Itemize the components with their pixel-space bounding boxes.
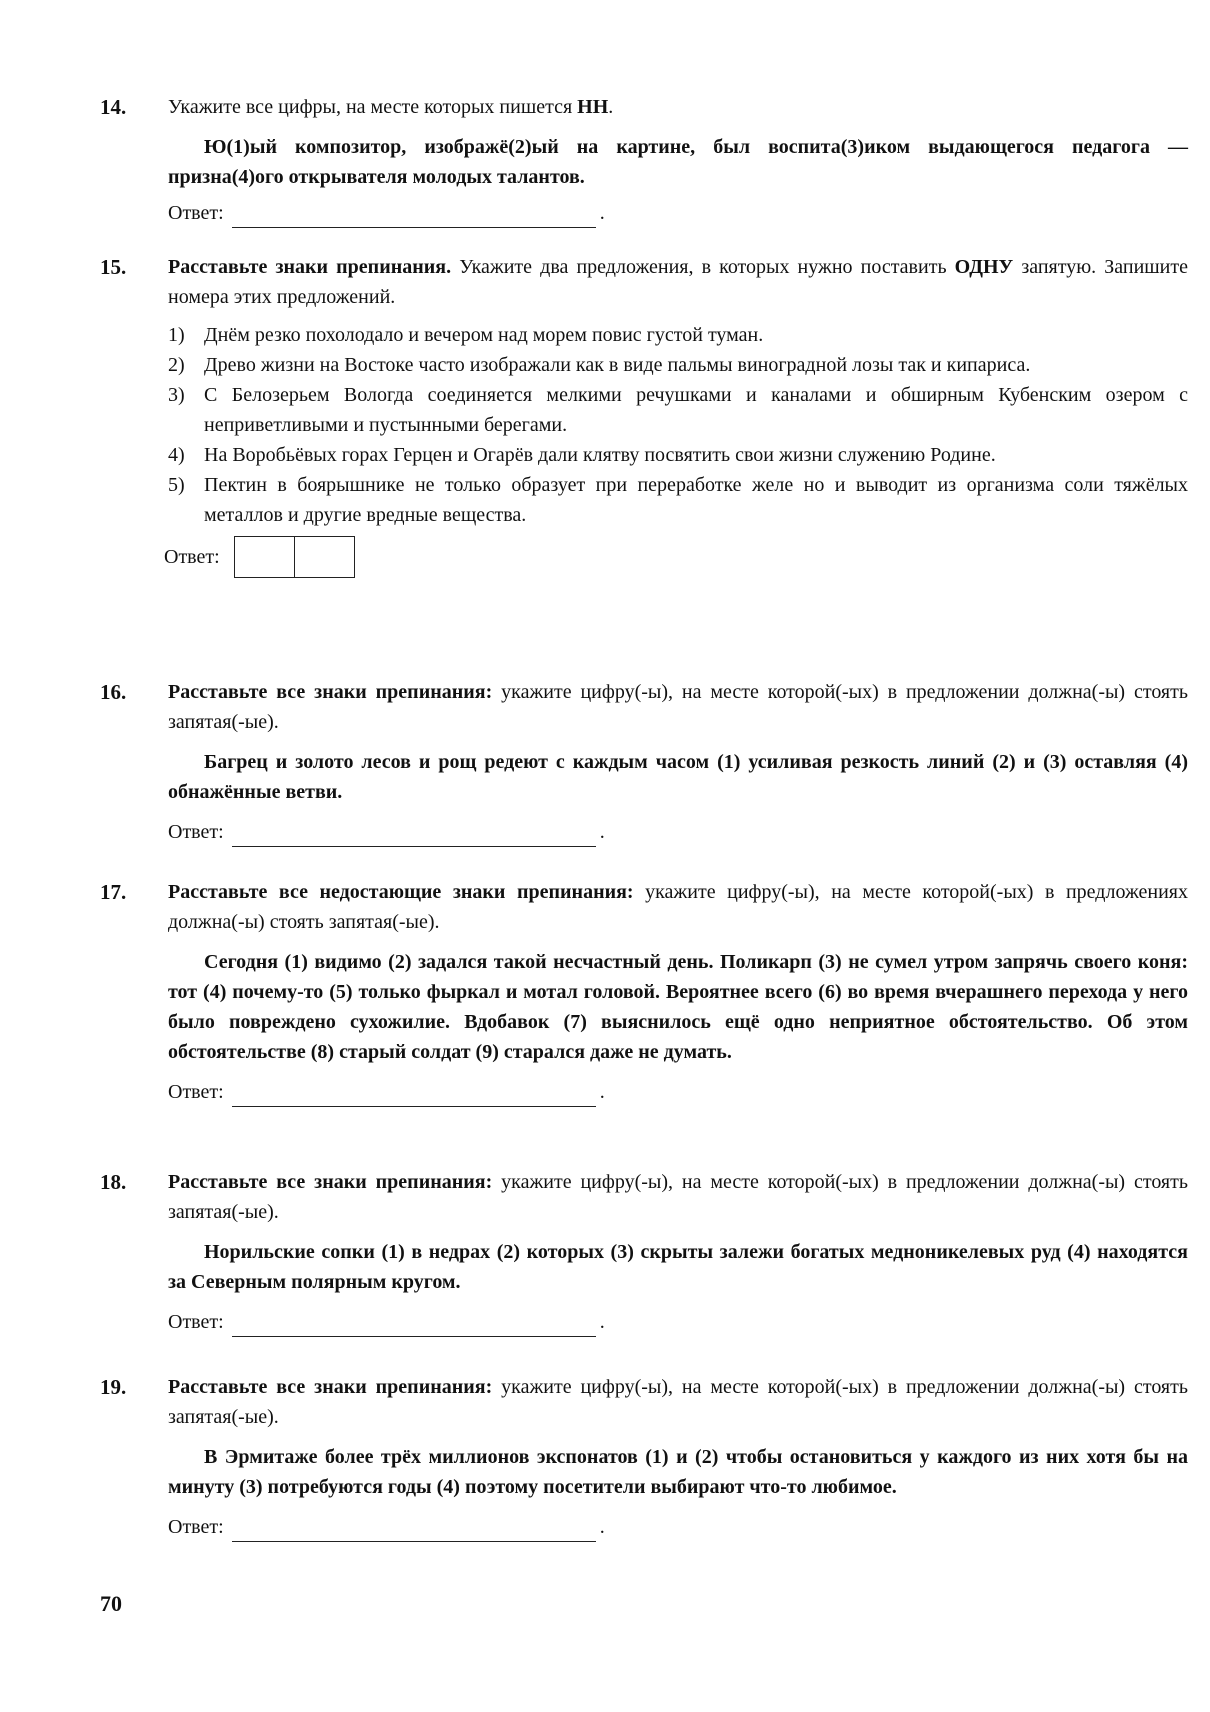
- list-item: 5) Пектин в боярышнике не только образует при переработке желе но и выводит из организма соли тяжёлых металлов и другие вредные вещества.: [168, 474, 1188, 526]
- task-number: 17.: [100, 880, 127, 904]
- task-sentence: В Эрмитаже более трёх миллионов экспонатов (1) и (2) чтобы остановиться у каждого из них хотя бы на минуту (3) потребуются годы (4) поэтому посетители выбирают что-то любимое.: [168, 1446, 1188, 1498]
- task-19: [100, 1372, 1188, 1542]
- answer-label: Ответ:: [168, 202, 224, 224]
- task-number: 14.: [100, 95, 127, 119]
- answer-label: Ответ:: [168, 821, 224, 843]
- list-item: 4) На Воробьёвых горах Герцен и Огарёв дали клятву посвятить свои жизни служению Родине.: [168, 444, 996, 466]
- answer-line[interactable]: [232, 1084, 596, 1107]
- answer-box-1[interactable]: [235, 537, 294, 577]
- task-question: Расставьте все недостающие знаки препинания: укажите цифру(-ы), на месте которой(-ых) в предложениях должна(-ы) стоять запятая(-ые).: [168, 881, 1188, 933]
- answer-label: Ответ:: [168, 1516, 224, 1538]
- answer-row: [168, 1307, 1188, 1337]
- answer-line[interactable]: [232, 1519, 596, 1542]
- task-16: [100, 677, 1188, 847]
- answer-line[interactable]: [232, 205, 596, 228]
- task-number: 15.: [100, 255, 127, 279]
- answer-dot: .: [599, 202, 605, 224]
- answer-row: [168, 817, 1188, 847]
- answer-box-2[interactable]: [294, 537, 354, 577]
- list-item: 1) Днём резко похолодало и вечером над морем повис густой туман.: [168, 324, 764, 346]
- answer-dot: .: [599, 1081, 605, 1103]
- task-14: [100, 92, 1188, 228]
- task-question: Расставьте все знаки препинания: укажите цифру(-ы), на месте которой(-ых) в предложении должна(-ы) стоять запятая(-ые).: [168, 1376, 1188, 1428]
- task-sentence: Норильские сопки (1) в недрах (2) которых (3) скрыты залежи богатых медноникелевых руд (4) находятся за Северным полярным кругом.: [168, 1241, 1188, 1293]
- task-15: [100, 252, 1188, 578]
- task-question: Расставьте все знаки препинания: укажите цифру(-ы), на месте которой(-ых) в предложении должна(-ы) стоять запятая(-ые).: [168, 681, 1188, 733]
- answer-row: [164, 536, 1188, 578]
- options-list: [168, 320, 1188, 530]
- answer-line[interactable]: [232, 824, 596, 847]
- task-question: Укажите все цифры, на месте которых пишется НН.: [168, 96, 614, 118]
- task-number: 16.: [100, 680, 127, 704]
- list-item: 2) Древо жизни на Востоке часто изображали как в виде пальмы виноградной лозы так и кипариса.: [168, 354, 1031, 376]
- answer-boxes: [234, 536, 355, 578]
- task-18: [100, 1167, 1188, 1337]
- answer-label: Ответ:: [164, 546, 220, 568]
- task-sentence: Сегодня (1) видимо (2) задался такой несчастный день. Поликарп (3) не сумел утром запрячь своего коня: тот (4) почему-то (5) только фыркал и мотал головой. Вероятнее всего (6) во время вчерашнего перехода у него было повреждено сухожилие. Вдобавок (7) выяснилось ещё одно неприятное обстоятельство. Об этом обстоятельстве (8) старый солдат (9) старался даже не думать.: [168, 951, 1188, 1063]
- answer-dot: .: [599, 821, 605, 843]
- answer-dot: .: [599, 1311, 605, 1333]
- answer-dot: .: [599, 1516, 605, 1538]
- list-item: 3) С Белозерьем Вологда соединяется мелкими речушками и каналами и обширным Кубенским озером с неприветливыми и пустынными берегами.: [168, 384, 1188, 436]
- answer-row: [168, 1077, 1188, 1107]
- answer-row: [168, 1512, 1188, 1542]
- page-number: 70: [100, 1591, 122, 1616]
- answer-row: [168, 198, 1188, 228]
- task-number: 18.: [100, 1170, 127, 1194]
- answer-label: Ответ:: [168, 1081, 224, 1103]
- task-number: 19.: [100, 1375, 127, 1399]
- task-question: Расставьте все знаки препинания: укажите цифру(-ы), на месте которой(-ых) в предложении должна(-ы) стоять запятая(-ые).: [168, 1171, 1188, 1223]
- task-question: Расставьте знаки препинания. Укажите два предложения, в которых нужно поставить ОДНУ запятую. Запишите номера этих предложений.: [168, 256, 1188, 308]
- task-sentence: Багрец и золото лесов и рощ редеют с каждым часом (1) усиливая резкость линий (2) и (3) оставляя (4) обнажённые ветви.: [168, 751, 1188, 803]
- task-sentence: Ю(1)ый композитор, изображё(2)ый на картине, был воспита(3)иком выдающегося педагога — призна(4)ого открывателя молодых талантов.: [168, 136, 1188, 188]
- task-17: [100, 877, 1188, 1107]
- answer-line[interactable]: [232, 1314, 596, 1337]
- answer-label: Ответ:: [168, 1311, 224, 1333]
